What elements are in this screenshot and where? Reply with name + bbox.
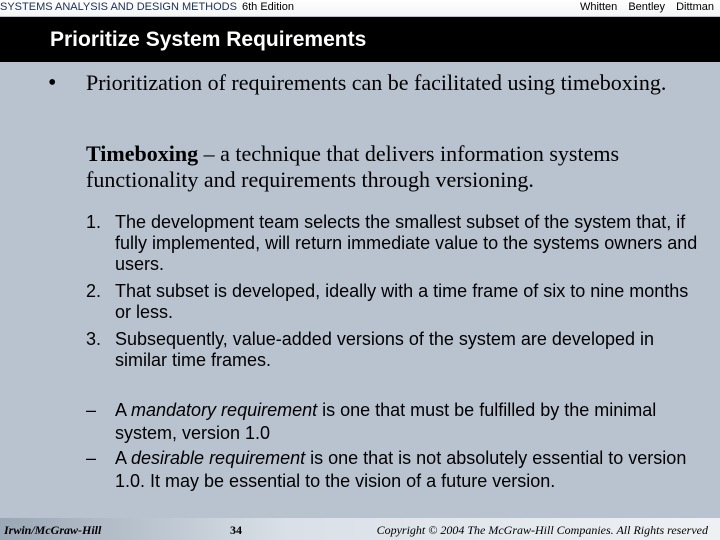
edition-text: 6th Edition (241, 1, 294, 13)
step-number: 1. (86, 212, 102, 232)
step-text: The development team selects the smallest subset of the system that, if fully implemented, will return immediate value to the systems owners and users. (115, 212, 698, 274)
notes-list (86, 399, 706, 495)
dash-marker: – (86, 400, 97, 420)
step-text: That subset is developed, ideally with a time frame of six to nine months or less. (115, 281, 689, 322)
title-bar (0, 17, 720, 62)
definition-term: Timeboxing (86, 141, 199, 166)
author-name: Dittman (676, 1, 714, 13)
footer-bar (0, 518, 720, 540)
header-bar (0, 0, 720, 16)
bullet-icon: • (48, 70, 57, 96)
book-title-text: SYSTEMS ANALYSIS AND DESIGN METHODS (0, 1, 237, 13)
slide-title: Prioritize System Requirements (50, 28, 367, 51)
list-item (86, 212, 706, 275)
note-prefix: A (115, 448, 132, 468)
intro-text: Prioritization of requirements can be facilitated using timeboxing. (86, 70, 667, 95)
steps-list (86, 212, 706, 377)
note-term: desirable requirement (131, 448, 306, 468)
step-number: 3. (86, 329, 102, 349)
author-name: Whitten (579, 1, 618, 13)
list-item (86, 447, 706, 493)
copyright-text: Copyright © 2004 The McGraw-Hill Companies. All Rights reserved (376, 523, 708, 537)
page-number: 34 (230, 523, 242, 537)
authors (572, 0, 714, 14)
note-text: is one that must be fulfilled by the minimal system, version 1.0 (115, 400, 657, 443)
book-title (0, 0, 294, 14)
step-number: 2. (86, 281, 102, 301)
dash-marker: – (86, 448, 97, 468)
definition-paragraph (86, 141, 686, 193)
author-name: Bentley (628, 1, 666, 13)
note-term: mandatory requirement (131, 400, 318, 420)
publisher-name: Irwin/McGraw-Hill (4, 523, 102, 537)
note-prefix: A (115, 400, 132, 420)
note-text: is one that is not absolutely essential to version 1.0. It may be essential to the vision of a future version. (115, 448, 687, 491)
step-text: Subsequently, value-added versions of the system are developed in similar time frames. (115, 329, 654, 370)
list-item (86, 399, 706, 445)
definition-text: – a technique that delivers information systems functionality and requirements through versioning. (86, 141, 620, 192)
list-item (86, 329, 706, 371)
list-item (86, 281, 706, 323)
